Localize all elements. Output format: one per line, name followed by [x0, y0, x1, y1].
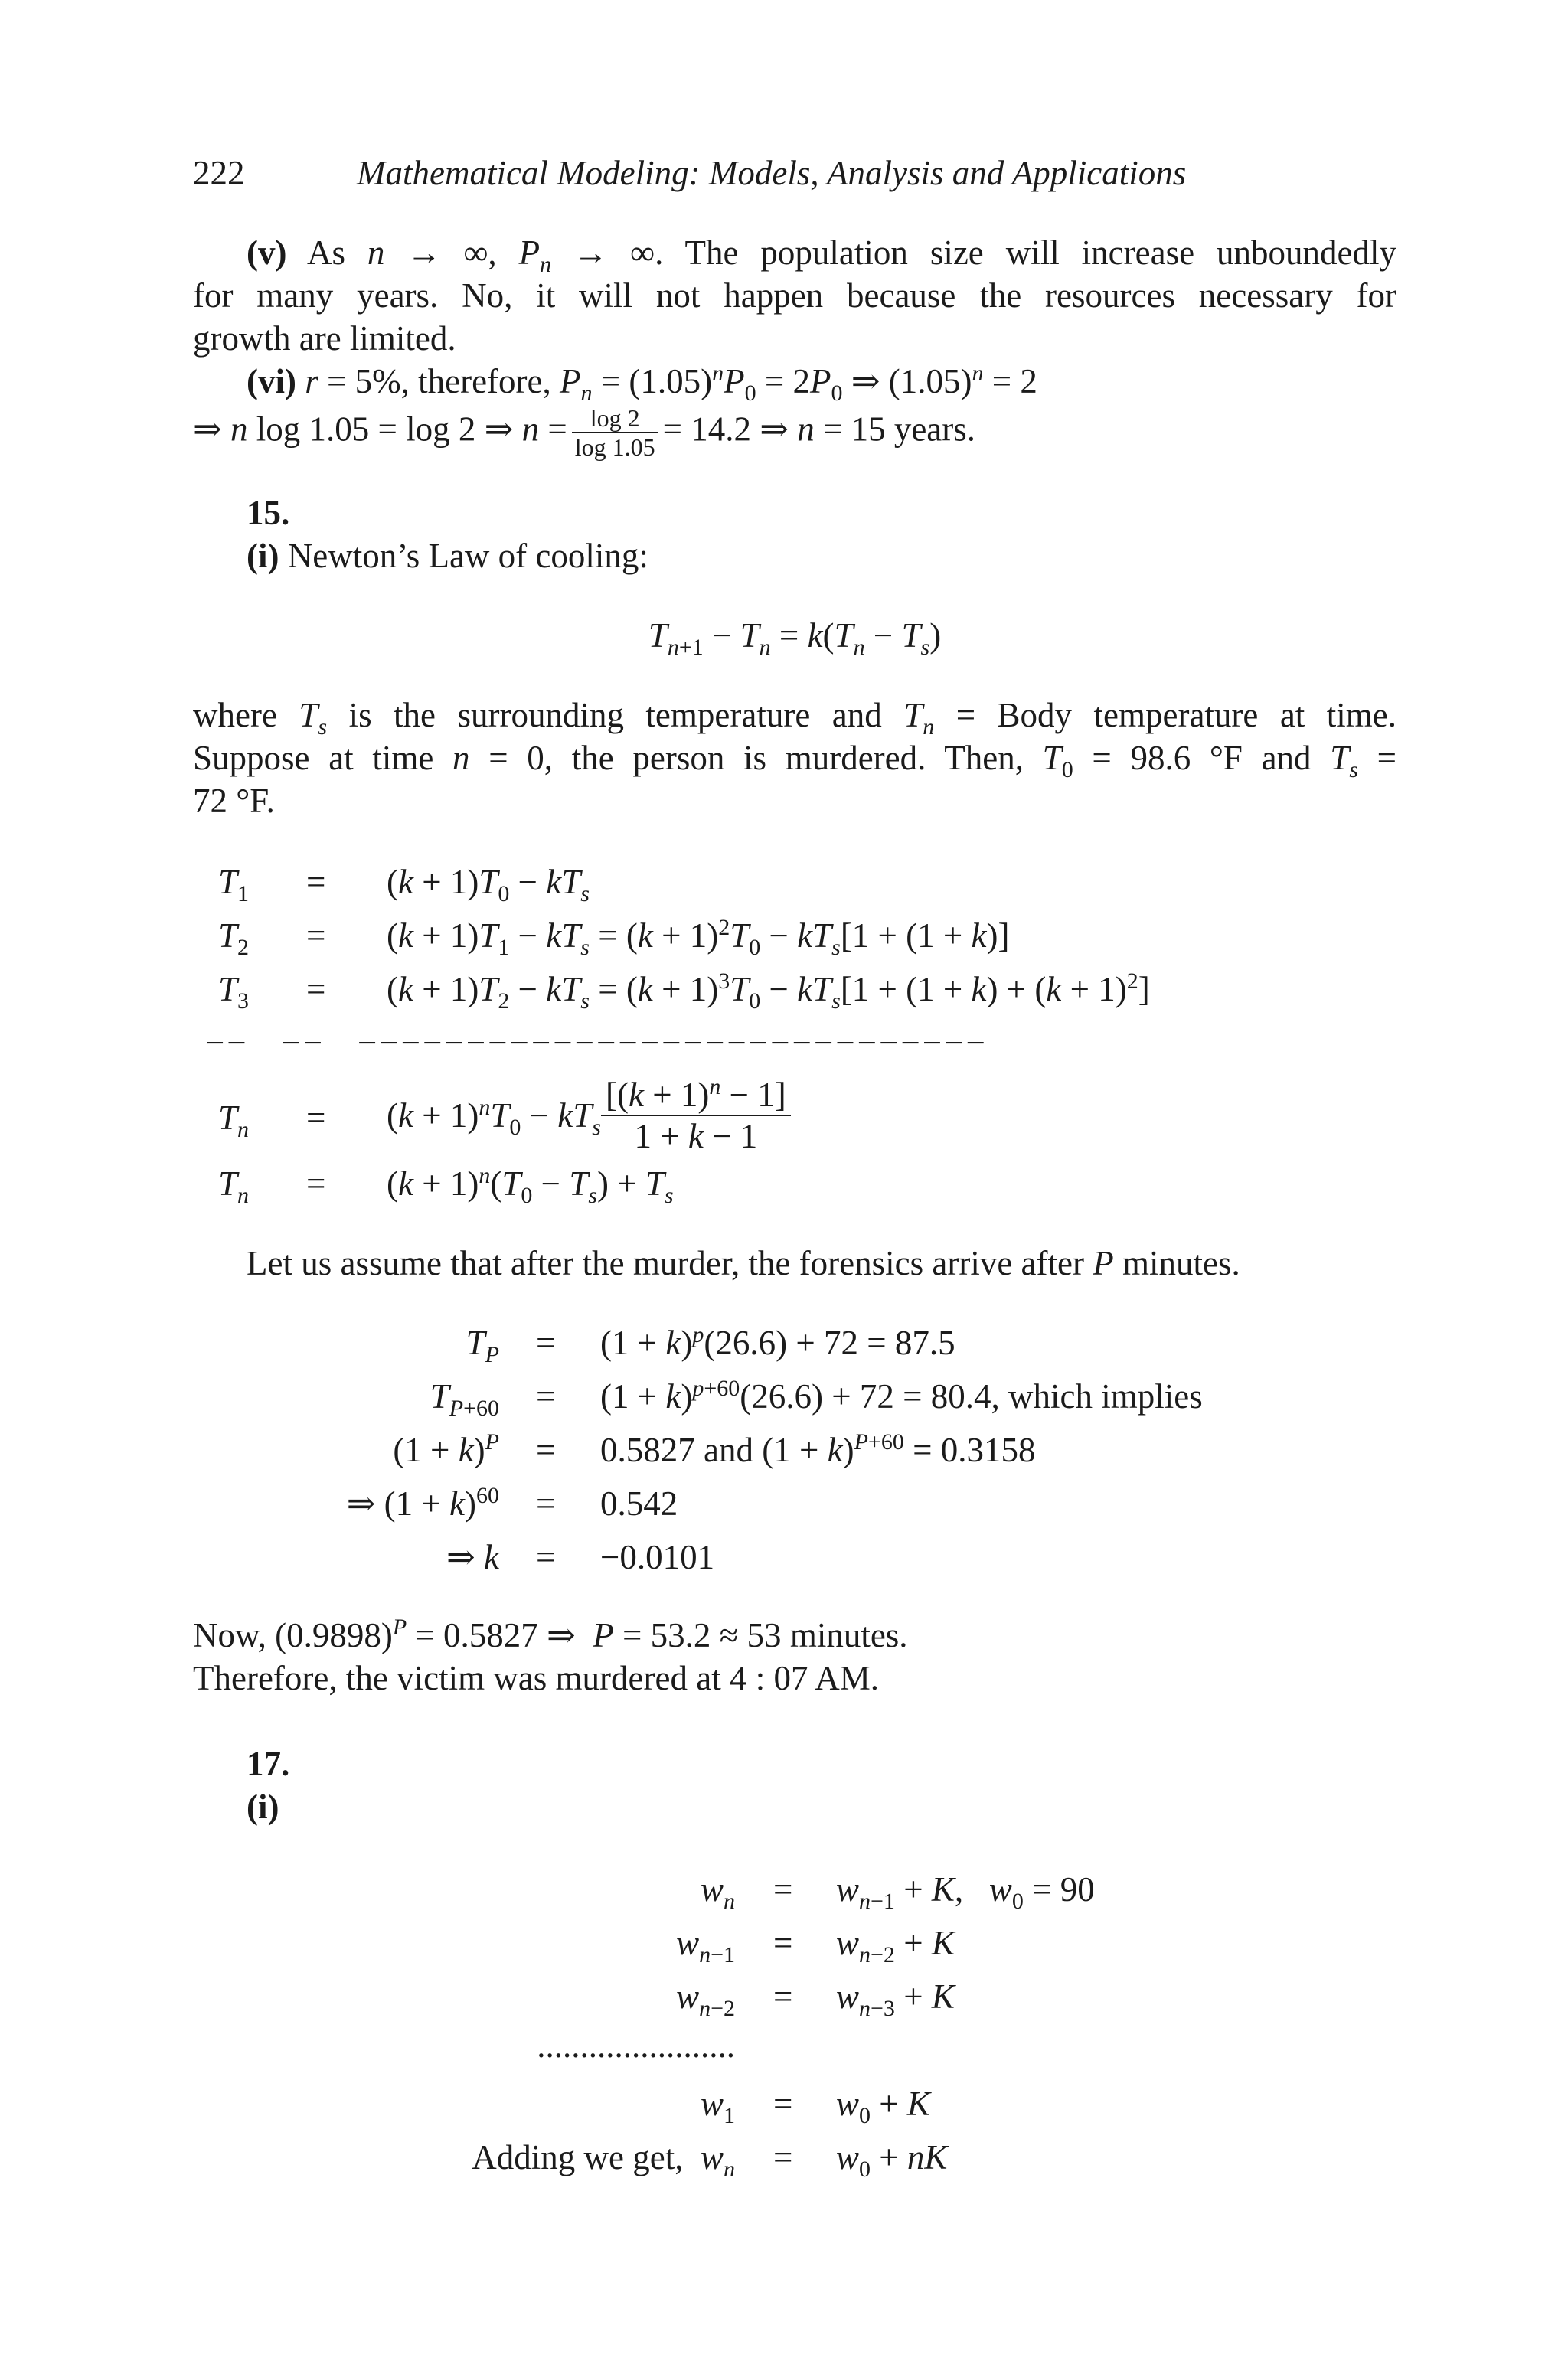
- part-v-line2: for many years. No, it will not happen because the resources necessary for: [193, 276, 1396, 315]
- q15-part-i-text: Newton’s Law of cooling:: [287, 537, 648, 575]
- now-line: Now, $(0.9898)^P = 0.5827$ ⇒ P = 53.2 ≈ 53 minutes.: [193, 1615, 908, 1654]
- part-vi-years: years.: [893, 410, 976, 449]
- dots-row: .......................: [537, 2026, 735, 2065]
- kp-lhs: $(1 + k)^P$: [393, 1429, 499, 1469]
- log-fraction: $\frac{\log 2}{\log 1.05}$: [572, 404, 658, 461]
- therefore-line: Therefore, the victim was murdered at 4 : 07 AM.: [193, 1659, 879, 1697]
- where-line2: Suppose at time n = 0, the person is murdered. Then, $T_0 = 98.6$ °F and $T_s$ =: [193, 739, 1397, 782]
- wn-lhs: $w_n$: [700, 1870, 735, 1914]
- wn1-lhs: $w_{n-1}$: [676, 1924, 735, 1967]
- k60-lhs: ⇒ $(1 + k)^{60}$: [346, 1483, 499, 1523]
- eq-sign: =: [306, 1099, 326, 1137]
- part-vi-therefore: therefore,: [418, 362, 551, 400]
- assume-line: Let us assume that after the murder, the forensics arrive after P minutes.: [247, 1244, 1240, 1282]
- kp-rhs: 0.5827 and $(1 + k)^{P+60} = 0.3158$: [600, 1429, 1036, 1469]
- k-rhs: −0.0101: [600, 1538, 715, 1576]
- t3-lhs: $T_3$: [218, 970, 250, 1014]
- newton-equation: $T_{n+1} - T_n = k(T_n - T_s)$: [648, 616, 942, 660]
- tp60-rhs: $(1 + k)^{p+60}(26.6) + 72 = 80.4$, which implies: [600, 1376, 1203, 1416]
- w1-lhs: $w_1$: [700, 2085, 735, 2128]
- wn1-rhs: $w_{n-2} + K$: [836, 1924, 955, 1967]
- tn-lhs-final: $T_n$: [218, 1164, 250, 1208]
- wn2-lhs: $w_{n-2}$: [676, 1977, 735, 2021]
- wn-rhs: $w_{n-1} + K$, $w_0 = 90$: [836, 1870, 1095, 1914]
- eq-sign: =: [306, 1164, 326, 1203]
- dashed-divider: −− −− −−−−−−−−−−−−−−−−−−−−−−−−−−−−−: [205, 1024, 988, 1062]
- t1-lhs: $T_1$: [218, 863, 250, 906]
- part-v-label: (v): [247, 233, 287, 272]
- k60-rhs: 0.542: [600, 1484, 678, 1523]
- sum-rhs: $w_0$ + nK: [836, 2138, 948, 2182]
- eq-sign: =: [773, 1977, 793, 2016]
- part-vi-line1: (vi) r = 5%, therefore, $P_n = (1.05)^nP_0 = 2P_0$ ⇒ $(1.05)^n = 2$: [247, 361, 1037, 406]
- eq-sign: =: [306, 970, 326, 1008]
- eq-sign: =: [536, 1484, 556, 1523]
- eq-sign: =: [773, 1870, 793, 1909]
- where-line1: where $T_s$ is the surrounding temperature and $T_n$ = Body temperature at time.: [193, 696, 1396, 740]
- tp-lhs: $T_P$: [466, 1324, 499, 1367]
- eq-sign: =: [536, 1431, 556, 1469]
- w1-rhs: $w_0 + K$: [836, 2085, 930, 2128]
- sum-lhs: Adding we get, $w_n$: [472, 2138, 735, 2182]
- t2-lhs: $T_2$: [218, 916, 250, 960]
- eq-sign: =: [773, 2085, 793, 2123]
- tp-rhs: $(1 + k)^p(26.6) + 72 = 87.5$: [600, 1322, 956, 1362]
- tn-rhs-final: $(k + 1)^n(T_0 - T_s) + T_s$: [387, 1163, 674, 1208]
- q15-part-i-label: (i): [247, 537, 279, 575]
- eq-sign: =: [773, 2138, 793, 2176]
- eq-sign: =: [773, 1924, 793, 1962]
- eq-sign: =: [536, 1538, 556, 1576]
- q17-part-i: (i): [247, 1788, 279, 1826]
- part-v-line1: (v) As n → ∞, $P_n$ → ∞. The population size will increase unboundedly: [247, 233, 1397, 277]
- part-v-line1-text: The population size will increase unboundedly: [684, 233, 1397, 272]
- tn-rhs-sum: $(k + 1)^nT_0 - kT_s$ $\frac{[(k + 1)^n - 1]}{1 + k - 1}$: [387, 1075, 791, 1156]
- where-line3: 72 °F.: [193, 782, 275, 820]
- tn-lhs: $T_n$: [218, 1099, 250, 1142]
- q17-number: 17.: [247, 1745, 290, 1783]
- eq-sign: =: [536, 1324, 556, 1362]
- t1-rhs: $(k + 1)T_0 - kT_s$: [387, 863, 590, 906]
- part-v-line3: growth are limited.: [193, 319, 456, 358]
- q15-number: 15.: [247, 494, 290, 532]
- tp60-lhs: $T_{P+60}$: [430, 1377, 499, 1421]
- running-title: Mathematical Modeling: Models, Analysis and Applications: [357, 154, 1187, 192]
- t3-rhs: $(k + 1)T_2 - kT_s = (k + 1)^3T_0 - kT_s[1 + (1 + k) + (k + 1)^2]$: [387, 968, 1150, 1014]
- eq-sign: =: [536, 1377, 556, 1416]
- eq-sign: =: [306, 916, 326, 955]
- part-vi-line2: ⇒ n log 1.05 = log 2 ⇒ n = $\frac{\log 2}{\log 1.05}$ = 14.2 ⇒ n = 15 years.: [193, 404, 976, 461]
- t2-rhs: $(k + 1)T_1 - kT_s = (k + 1)^2T_0 - kT_s[1 + (1 + k)]$: [387, 915, 1010, 960]
- part-vi-label: (vi): [247, 362, 296, 400]
- page-number: 222: [193, 154, 245, 192]
- q15-part-i: [193, 534, 1450, 577]
- k-lhs: ⇒ k: [446, 1538, 499, 1576]
- wn2-rhs: $w_{n-3} + K$: [836, 1977, 955, 2021]
- eq-sign: =: [306, 863, 326, 901]
